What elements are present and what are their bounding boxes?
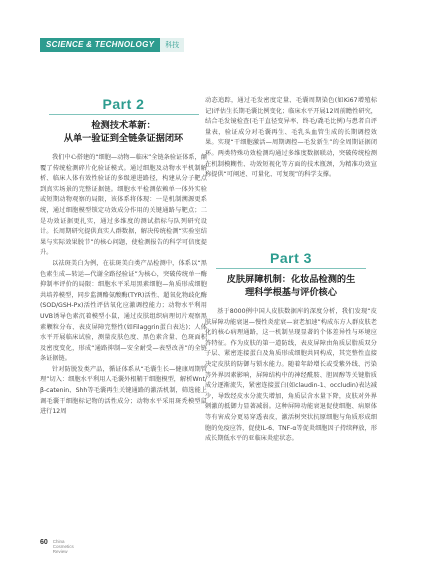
part2-label: Part 2 — [102, 96, 145, 112]
continued-paragraph: 动态追踪，通过毛发密度定量、毛囊周期染色(如Ki67增殖标记)评估生长期毛囊比例变化；临床水平开展12周前瞻性研究，结合毛发镜检查(毛干直径变异率、终毛/毳毛比例)与患者自评量表，验证成分对毛囊再生、毛乳头血管生成的长期调控效果。实现“干细胞激活—周期调控—毛发新生”的全周期证据闭环。两类特殊功效检测均通过多维度数据联动，突破传统检测在机制模糊性、功效短视化等方面的技术瓶颈，为精准功效宣称提供“可阐述、可量化、可复现”的科学支撑。 — [205, 97, 377, 179]
part2-paragraph-2: 以祛斑美白为例，在祛斑美白类产品检测中，体系以“黑色素生成—转运—代谢全路径验证”为核心，突破传统单一酶抑制率评价的局限：细胞水平采用黑素细胞—角质形成细胞共培养模型，同步监测酪氨酸酶(TYR)活性、超氧化物歧化酶(SOD/GSH-Px)活性评估氧化应激调控能力；动物水平利用UVB诱导色素沉着模型小鼠，通过皮肤组织病理切片观察黑素颗粒分布、表皮屏障完整性(如Filaggrin蛋白表达)；人体水平开展临床试验，测量皮肤色度、黑色素含量、色斑面积及密度变化，形成“通路抑制—安全耐受—表型改善”的全链条证据链。 — [40, 259, 207, 363]
section-tag-chinese: 科技 — [160, 38, 184, 52]
magazine-name-line1: China — [52, 539, 65, 544]
part2-title-line1: 检测技术革新： — [91, 120, 156, 131]
magazine-name-line2: Cosmetics — [52, 544, 74, 549]
magazine-name-line3: Review — [52, 549, 68, 554]
part2-divider — [49, 114, 199, 115]
part3-paragraph-1: 基于8000例中国人皮肤数据库的深度分析，我们发现“皮肤屏障功能衰退—慢性炎症衰—衰老加速”构成东方人群皮肤老化的核心病理通路，这一机制呈现显著的个体差异性与环境应答特征。作为皮肤的第一道防线，表皮屏障由角质层脂质双分子层、紧密连接蛋白及角质形成细胞共同构成，其完整性直接决定皮肤的防御与锁水能力。随着年龄增长或受紫外线、污染等外界因素影响，屏障结构中的神经酰胺、胆固醇等关键脂质成分逐渐流失，紧密连接蛋白(如claudin-1、occludin)表达减少，导致经皮水分流失增加，角质层含水量下降，皮肤对外界刺激的抵御力显著减弱。这种屏障功能衰退促使细胞、病原体等有害成分更易穿透表皮，激活树突状抗原细胞与角质形成细胞的免疫应答，促使IL-6、TNF-α等促炎细胞因子持续释放，形成长期低水平的亚临床炎症状态。 — [205, 308, 377, 443]
part3-title — [205, 273, 377, 299]
page-number: 60 — [40, 539, 48, 546]
page-footer — [40, 539, 74, 554]
part3-title-line1: 皮肤屏障机制：化妆品检测的生 — [226, 274, 356, 285]
part2-title — [40, 119, 207, 145]
magazine-name — [53, 539, 74, 554]
part3-title-line2: 理科学根基与评价核心 — [245, 287, 337, 298]
right-column-part3 — [205, 250, 377, 445]
left-column — [40, 96, 207, 418]
section-tag-english: SCIENCE & TECHNOLOGY — [40, 38, 160, 52]
part2-paragraph-1: 我们中心搭建的“细胞—动物—临床”全链条验证体系，颠覆了传统检测碎片化验证模式。通过细胞及动物水平机制解析、临床人体有效性验证的多级递进路径，构建从分子靶点到真实场景的完整证据链。细胞水平检测依赖单一体外实验或短期动物观察的局限，该体系将体现：一是机制溯源更系统，通过细胞模型锁定功效成分作用的关键通路与靶点；二是功效证据更扎实，通过多维度的测试指标与队列研究设计。长周期研究提供真实人群数据，解决传统检测“实验室结果与实际效果脱节”的核心问题，使检测报告的科学可信度提升。 — [40, 154, 207, 257]
part2-title-line2: 从单一验证到全链条证据闭环 — [63, 133, 184, 144]
part3-label: Part 3 — [270, 250, 312, 266]
right-column-top — [205, 96, 377, 181]
part3-divider — [216, 268, 366, 269]
part2-paragraph-3: 针对防脱发类产品，循证体系从“毛囊生长—健康周期管理”切入：细胞水平利用人毛囊外根鞘干细胞模型，解析Wnt/β-catenin、Shh等毛囊再生关键通路的激活机制，筛选能上调毛囊干细胞标记物的活性成分；动物水平采用斑秃模型鼠进行12周 — [40, 365, 207, 416]
section-tag — [40, 38, 184, 52]
